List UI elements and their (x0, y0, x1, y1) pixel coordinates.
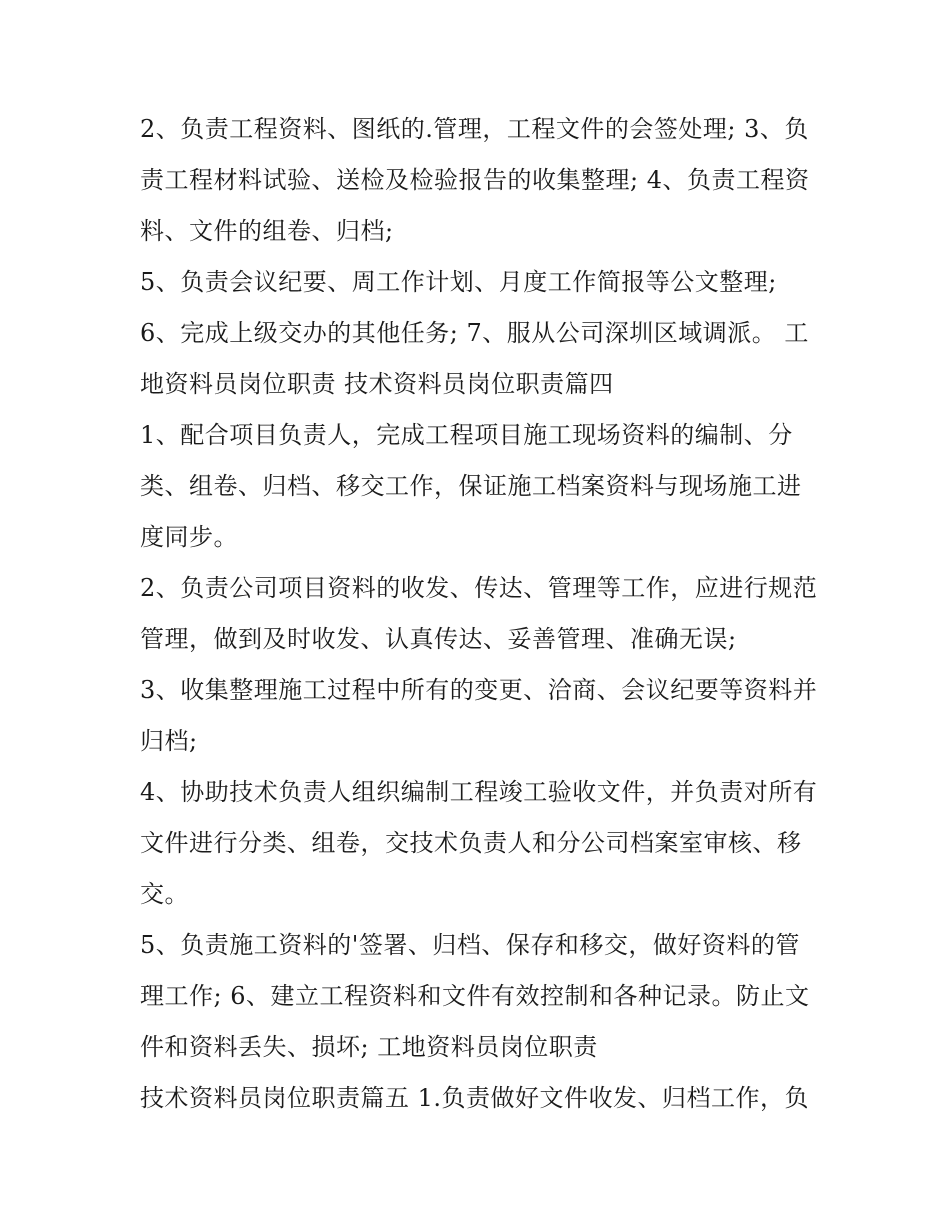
paragraph-5: 2、负责公司项目资料的收发、传达、管理等工作，应进行规范管理，做到及时收发、认真传达、妥善管理、准确无误; (140, 574, 818, 653)
paragraph-1: 2、负责工程资料、图纸的.管理，工程文件的会签处理; 3、负责工程材料试验、送检及检验报告的收集整理; 4、负责工程资料、文件的组卷、归档; (140, 115, 810, 245)
paragraph-7: 4、协助技术负责人组织编制工程竣工验收文件，并负责对所有文件进行分类、组卷，交技术负责人和分公司档案室审核、移交。 (140, 778, 818, 908)
document-body (140, 104, 820, 1124)
paragraph-2: 5、负责会议纪要、周工作计划、月度工作简报等公文整理; (140, 268, 777, 296)
paragraph-4: 1、配合项目负责人，完成工程项目施工现场资料的编制、分类、组卷、归档、移交工作，保证施工档案资料与现场施工进度同步。 (140, 421, 802, 551)
paragraph-8: 5、负责施工资料的'签署、归档、保存和移交，做好资料的管理工作; 6、建立工程资料和文件有效控制和各种记录。防止文件和资料丢失、损坏; 工地资料员岗位职责 (140, 931, 810, 1061)
paragraph-3: 6、完成上级交办的其他任务; 7、服从公司深圳区域调派。 工地资料员岗位职责 技术资料员岗位职责篇四 (140, 319, 809, 398)
paragraph-9: 技术资料员岗位职责篇五 1.负责做好文件收发、归档工作，负 (140, 1084, 810, 1112)
paragraph-6: 3、收集整理施工过程中所有的变更、洽商、会议纪要等资料并归档; (140, 676, 818, 755)
